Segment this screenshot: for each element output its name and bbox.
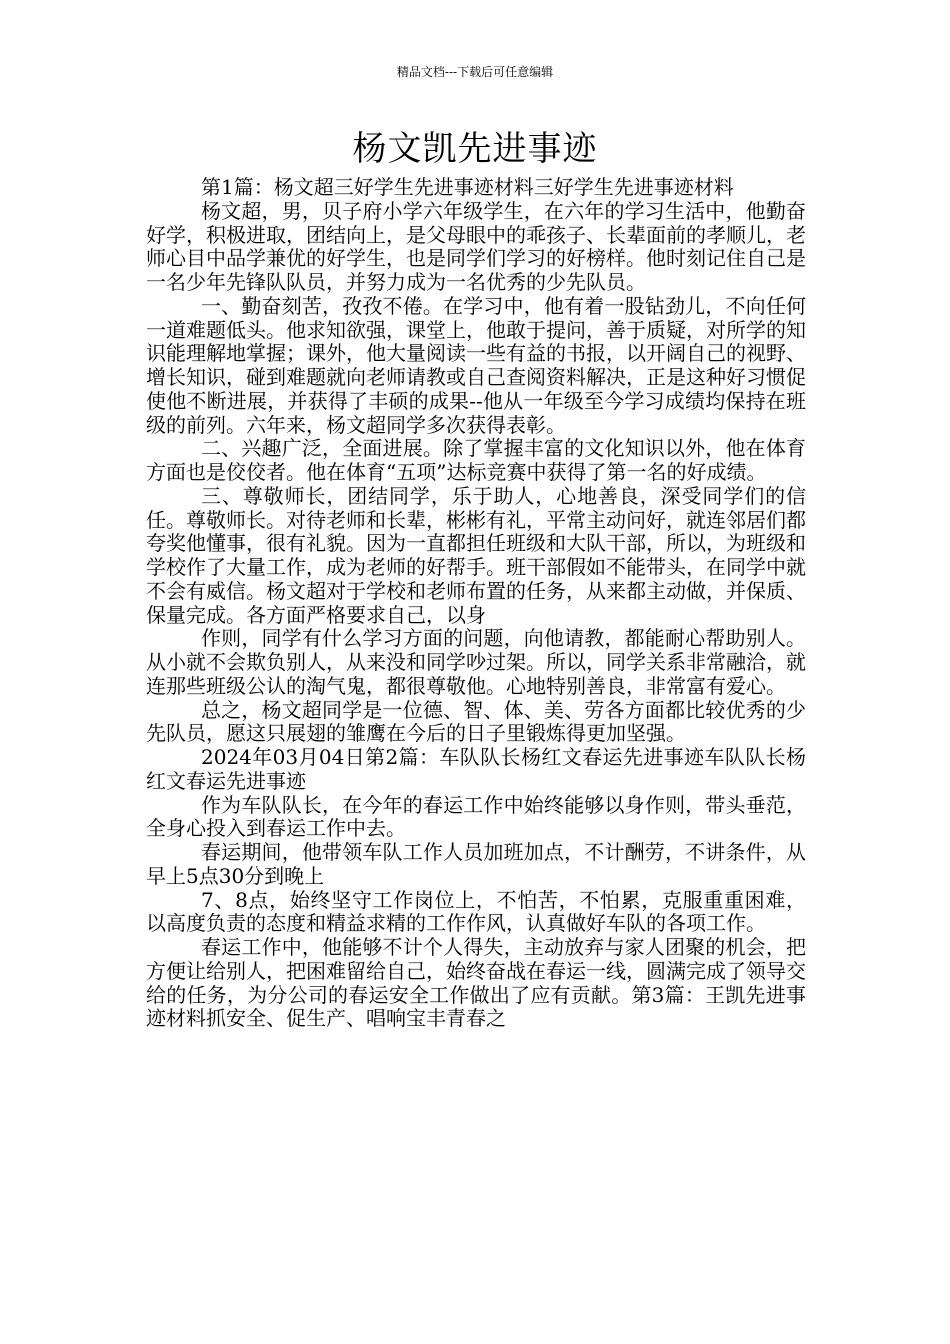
paragraph-9: 作为车队队长，在今年的春运工作中始终能够以身作则，带头垂范，全身心投入到春运工作中去。 [146, 792, 806, 841]
paragraph-6: 作则，同学有什么学习方面的问题，向他请教，都能耐心帮助别人。从小就不会欺负别人，从来没和同学吵过架。所以，同学关系非常融洽，就连那些班级公认的淘气鬼，都很尊敬他。心地特别善良，非常富有爱心。 [146, 626, 806, 698]
document-body [146, 176, 806, 1031]
paragraph-1: 第1篇：杨文超三好学生先进事迹材料三好学生先进事迹材料 [201, 175, 734, 199]
document-title: 杨文凯先进事迹 [352, 129, 598, 169]
paragraph-10: 春运期间，他带领车队工作人员加班加点，不计酬劳，不讲条件，从早上5点30分到晚上 [146, 840, 806, 888]
header-note: 精品文档---下载后可任意编辑 [396, 65, 554, 79]
paragraph-4: 二、兴趣广泛，全面进展。除了掌握丰富的文化知识以外，他在体育方面也是佼佼者。他在体育“五项”达标竞赛中获得了第一名的好成绩。 [146, 436, 806, 484]
paragraph-3: 一、勤奋刻苦，孜孜不倦。在学习中，他有着一股钻劲儿，不向任何一道难题低头。他求知欲强，课堂上，他敢于提问，善于质疑，对所学的知识能理解地掌握；课外，他大量阅读一些有益的书报，以开阔自己的视野、增长知识，碰到难题就向老师请教或自己查阅资料解决，正是这种好习惯促使他不断进展，并获得了丰硕的成果--他从一年级至今学习成绩均保持在班级的前列。六年来，杨文超同学多次获得表彰。 [146, 293, 806, 437]
paragraph-7: 总之，杨文超同学是一位德、智、体、美、劳各方面都比较优秀的少先队员，愿这只展翅的雏鹰在今后的日子里锻炼得更加坚强。 [146, 697, 806, 746]
paragraph-8: 2024年03月04日第2篇：车队队长杨红文春运先进事迹车队队长杨红文春运先进事迹 [146, 745, 806, 793]
paragraph-5: 三、尊敬师长，团结同学，乐于助人，心地善良，深受同学们的信任。尊敬师长。对待老师和长辈，彬彬有礼，平常主动问好，就连邻居们都夸奖他懂事，很有礼貌。因为一直都担任班级和大队干部，所以，为班级和学校作了大量工作，成为老师的好帮手。班干部假如不能带头，在同学中就不会有威信。杨文超对于学校和老师布置的任务，从来都主动做，并保质、保量完成。各方面严格要求自己，以身 [146, 483, 806, 627]
paragraph-2: 杨文超，男，贝子府小学六年级学生，在六年的学习生活中，他勤奋好学，积极进取，团结向上，是父母眼中的乖孩子、长辈面前的孝顺儿，老师心目中品学兼优的好学生，也是同学们学习的好榜样。他时刻记住自己是一名少年先锋队队员，并努力成为一名优秀的少先队员。 [146, 198, 806, 294]
paragraph-12: 春运工作中，他能够不计个人得失，主动放弃与家人团聚的机会，把方便让给别人，把困难留给自己，始终奋战在春运一线，圆满完成了领导交给的任务，为分公司的春运安全工作做出了应有贡献。第3篇：王凯先进事迹材料抓安全、促生产、唱响宝丰青春之 [146, 935, 806, 1031]
paragraph-11: 7、8点，始终坚守工作岗位上，不怕苦，不怕累，克服重重困难，以高度负责的态度和精益求精的工作作风，认真做好车队的各项工作。 [146, 887, 806, 936]
